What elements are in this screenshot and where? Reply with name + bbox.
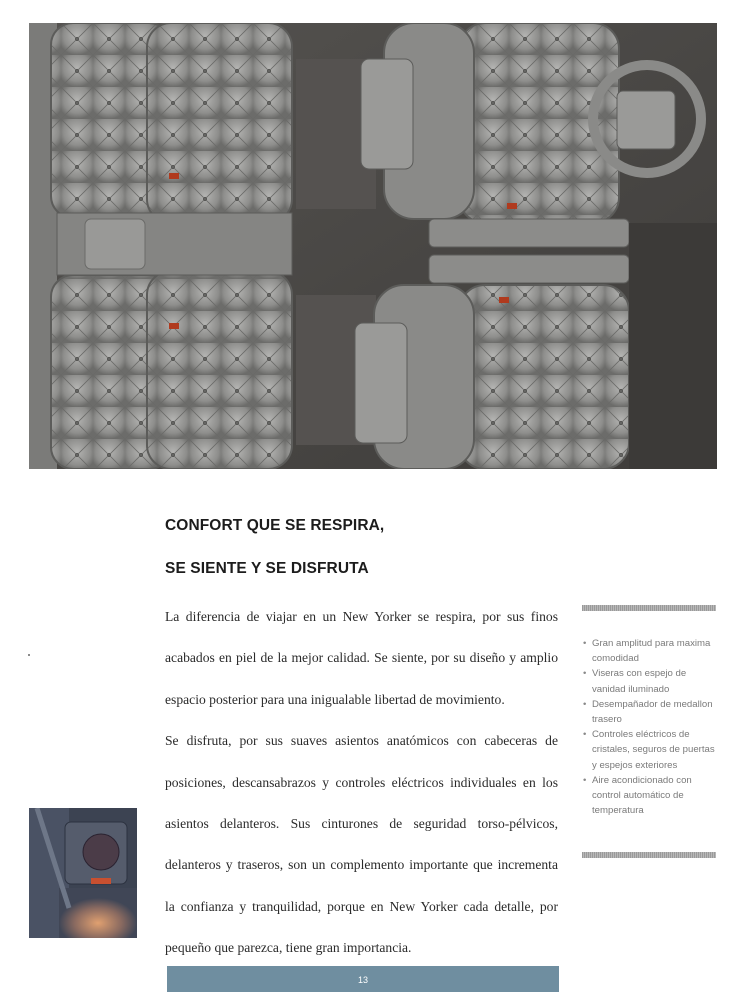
sidebar-top-rule [582, 605, 716, 611]
body-paragraph-1: La diferencia de viajar en un New Yorker se respira, por sus finos acabados en piel de la mejor calidad. Se siente, por su diseño y amplio espacio posterior para una inigualable libertad de movimiento. [165, 609, 558, 707]
feature-item: • Controles eléctricos de cristales, seguros de puertas y espejos exteriores [582, 727, 718, 773]
interior-overhead-photo [29, 23, 717, 469]
feature-list [582, 636, 718, 818]
feature-item: • Viseras con espejo de vanidad iluminado [582, 666, 718, 696]
footer-bar [167, 966, 559, 992]
body-copy [165, 596, 558, 969]
headline-line-1: CONFORT QUE SE RESPIRA, [165, 517, 385, 534]
page-number: 13 [357, 975, 368, 985]
print-speck [28, 654, 30, 656]
feature-item: • Aire acondicionado con control automático de temperatura [582, 773, 718, 819]
inset-illustration [29, 808, 137, 938]
body-paragraph-2: Se disfruta, por sus suaves asientos anatómicos con cabeceras de posiciones, descansabrazos y controles eléctricos individuales en los asientos delanteros. Sus cinturones de seguridad torso-pélvicos, delanteros y traseros, son un complemento importante que incrementa la confianza y tranquilidad, porque en New Yorker cada detalle, por pequeño que parezca, tiene gran importancia. [165, 733, 558, 956]
feature-item: • Desempañador de medallon trasero [582, 697, 718, 727]
inset-interior-photo [29, 808, 137, 938]
headline-line-2: SE SIENTE Y SE DISFRUTA [165, 560, 369, 577]
feature-item: • Gran amplitud para maxima comodidad [582, 636, 718, 666]
sidebar-bottom-rule [582, 852, 716, 858]
interior-illustration [29, 23, 717, 469]
